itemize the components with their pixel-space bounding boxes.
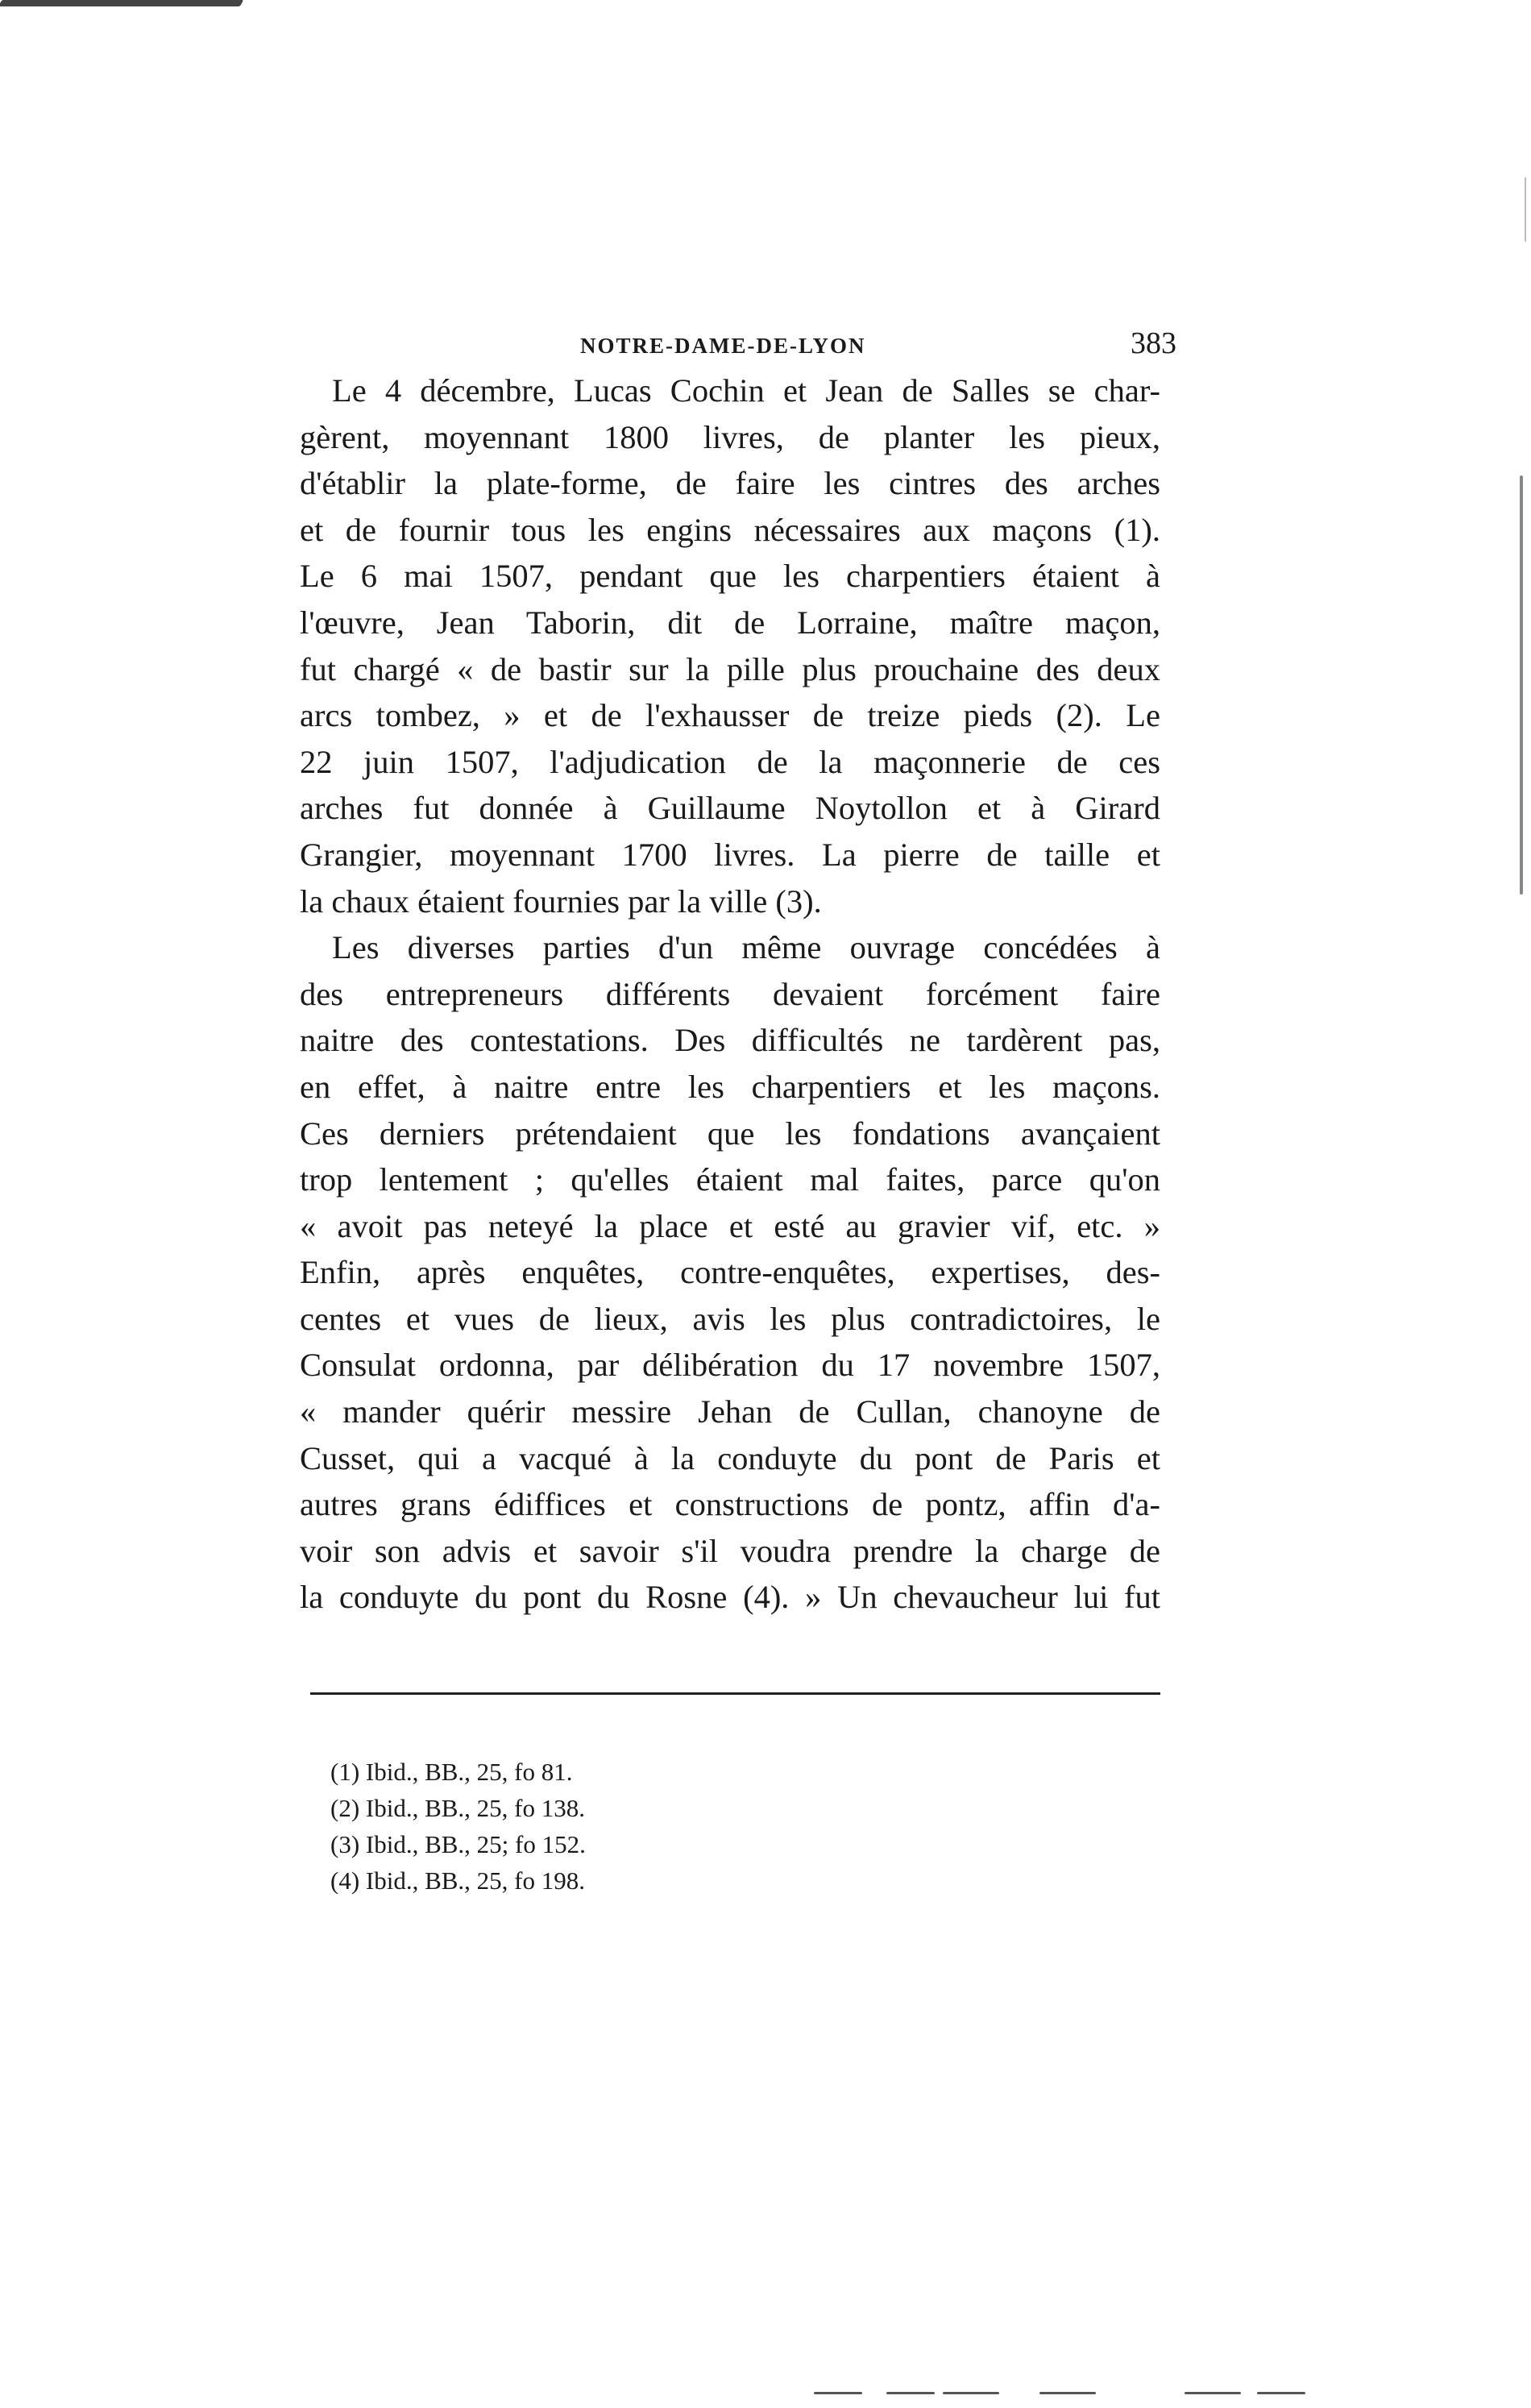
text-line: Consulat ordonna, par délibération du 17 novembre 1507, (300, 1347, 1160, 1384)
text-line: 22 juin 1507, l'adjudication de la maçonnerie de ces (300, 743, 1160, 780)
text-line: et de fournir tous les engins nécessaires aux maçons (1). (300, 511, 1160, 548)
text-line: arches fut donnée à Guillaume Noytollon et à Girard (300, 790, 1160, 827)
text-line: Le 6 mai 1507, pendant que les charpentiers étaient à (300, 558, 1160, 595)
footnotes (330, 1754, 586, 1899)
text-line: voir son advis et savoir s'il voudra prendre la charge de (300, 1532, 1160, 1569)
text-line: autres grans édiffices et constructions de pontz, affin d'a- (300, 1486, 1160, 1523)
scan-edge-shadow (1525, 177, 1526, 242)
scan-edge-dash (1039, 2392, 1096, 2394)
text-line: d'établir la plate-forme, de faire les cintres des arches (300, 465, 1160, 502)
text-line: l'œuvre, Jean Taborin, dit de Lorraine, maître maçon, (300, 604, 1160, 641)
text-line: des entrepreneurs différents devaient forcément faire (300, 975, 1160, 1012)
text-line: trop lentement ; qu'elles étaient mal faites, parce qu'on (300, 1161, 1160, 1198)
footnote: (4) Ibid., BB., 25, fo 198. (330, 1866, 586, 1895)
text-line: Ces derniers prétendaient que les fondations avançaient (300, 1115, 1160, 1152)
text-line: la conduyte du pont du Rosne (4). » Un chevaucheur lui fut (300, 1579, 1160, 1616)
text-line: Le 4 décembre, Lucas Cochin et Jean de Salles se char- (332, 372, 1160, 409)
text-line: la chaux étaient fournies par la ville (3). (300, 882, 822, 920)
scan-edge-dash (1185, 2392, 1241, 2394)
scan-edge-dash (943, 2392, 999, 2394)
footnote: (2) Ibid., BB., 25, fo 138. (330, 1794, 586, 1822)
running-head (306, 322, 1176, 371)
scan-edge-dash (814, 2392, 862, 2394)
footnote-divider (310, 1692, 1160, 1695)
text-line: gèrent, moyennant 1800 livres, de planter les pieux, (300, 418, 1160, 455)
text-line: « mander quérir messire Jehan de Cullan, chanoyne de (300, 1393, 1160, 1430)
text-line: naitre des contestations. Des difficultés ne tardèrent pas, (300, 1022, 1160, 1059)
text-line: Les diverses parties d'un même ouvrage concédées à (332, 929, 1160, 966)
footnote: (1) Ibid., BB., 25, fo 81. (330, 1758, 573, 1786)
scan-edge-shadow (1520, 475, 1523, 895)
text-line: centes et vues de lieux, avis les plus contradictoires, le (300, 1300, 1160, 1337)
footnote: (3) Ibid., BB., 25; fo 152. (330, 1830, 586, 1858)
scan-edge-dash (886, 2392, 935, 2394)
page-number: 383 (1131, 326, 1176, 360)
scan-smudge (0, 0, 243, 6)
text-line: arcs tombez, » et de l'exhausser de treize pieds (2). Le (300, 697, 1160, 734)
text-line: Grangier, moyennant 1700 livres. La pierre de taille et (300, 836, 1160, 873)
running-title: NOTRE-DAME-DE-LYON (580, 334, 866, 358)
text-line: en effet, à naitre entre les charpentiers et les maçons. (300, 1068, 1160, 1105)
body-text (300, 367, 1160, 1621)
text-line: « avoit pas neteyé la place et esté au gravier vif, etc. » (300, 1207, 1160, 1244)
text-line: fut chargé « de bastir sur la pille plus prouchaine des deux (300, 650, 1160, 687)
text-line: Cusset, qui a vacqué à la conduyte du pont de Paris et (300, 1439, 1160, 1476)
scan-edge-dash (1257, 2392, 1305, 2394)
text-line: Enfin, après enquêtes, contre-enquêtes, expertises, des- (300, 1254, 1160, 1291)
